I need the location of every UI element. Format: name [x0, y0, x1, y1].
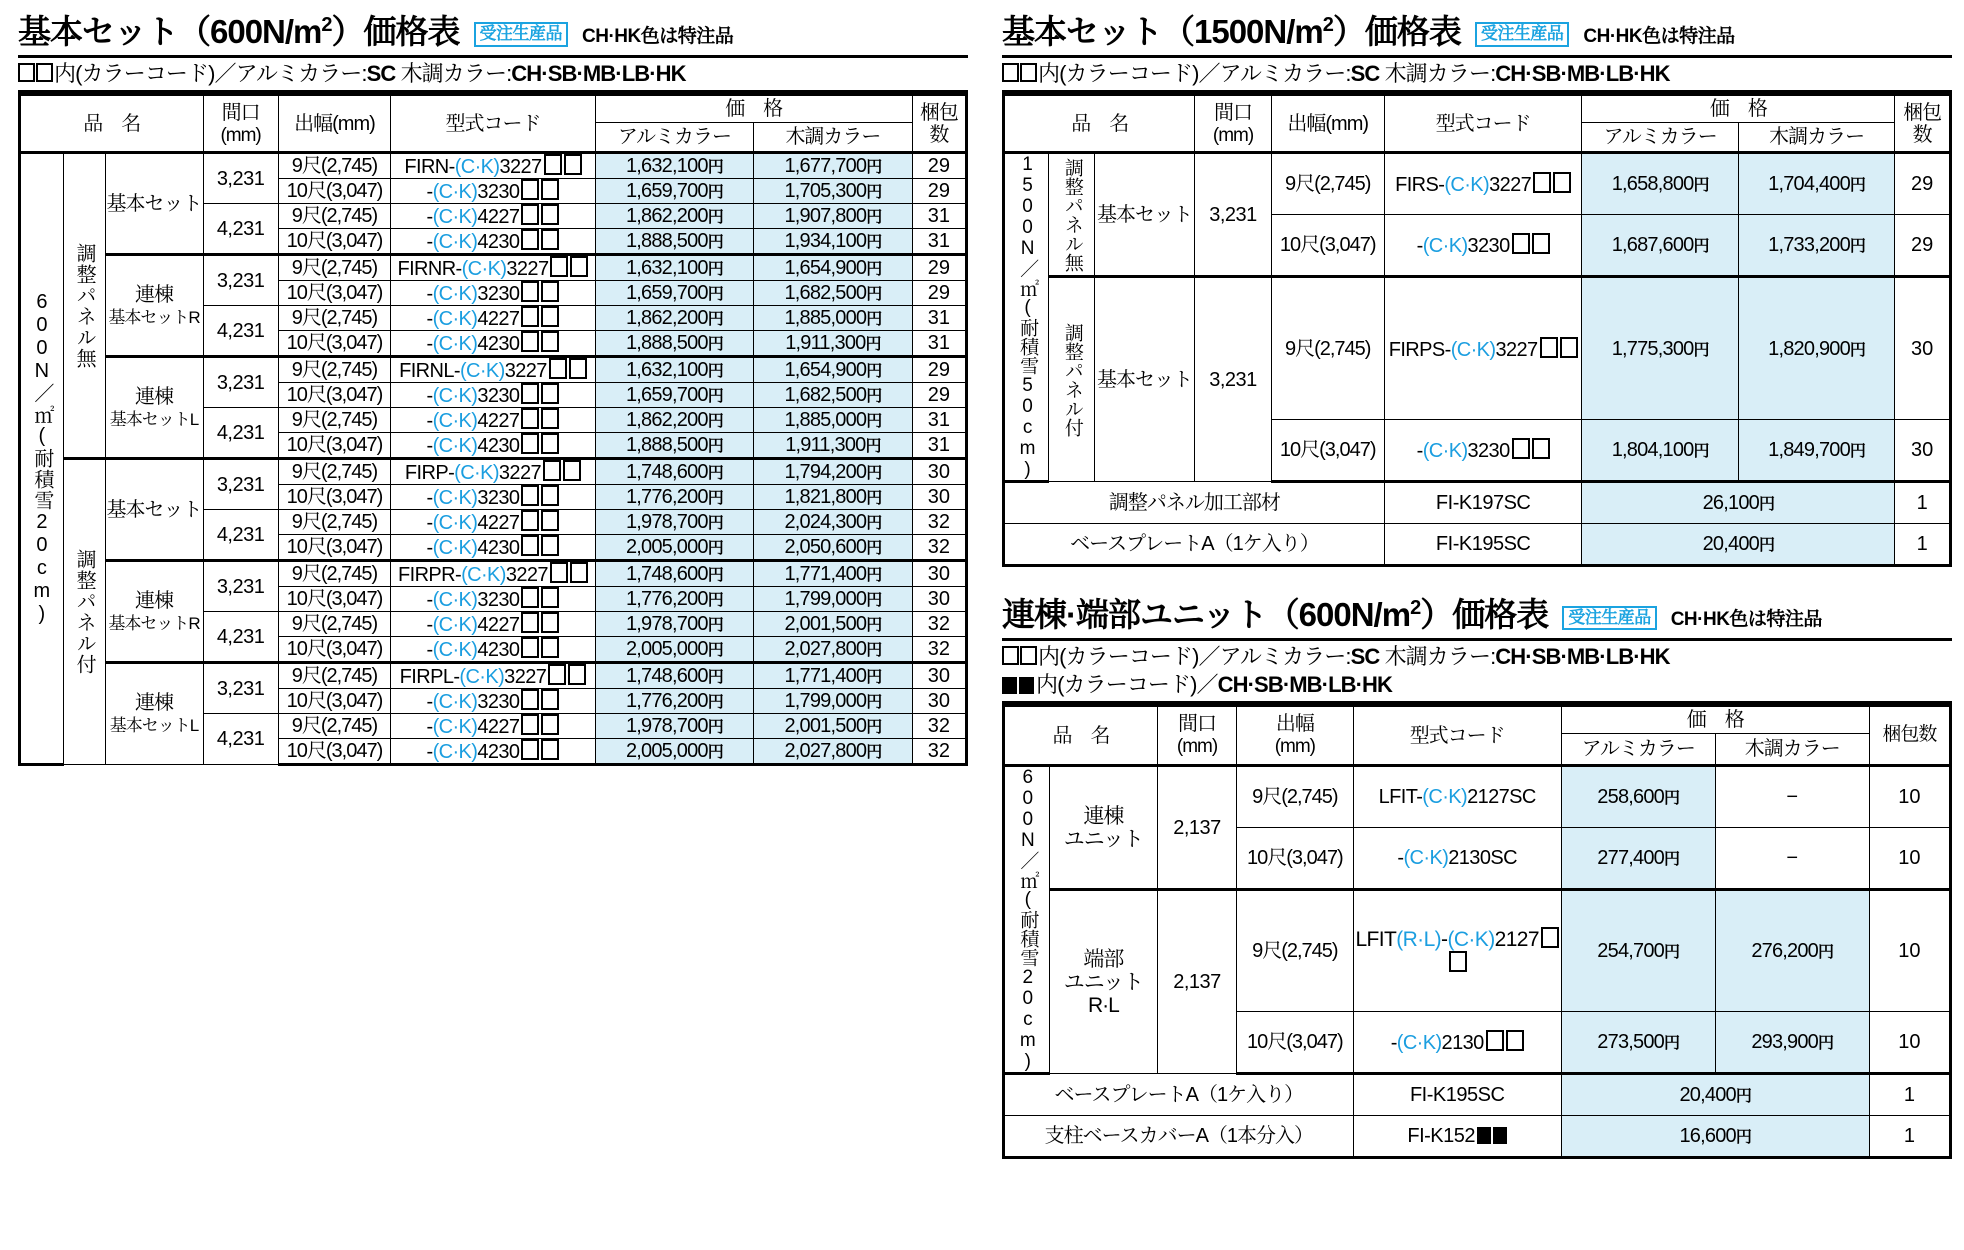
package-count-cell: 32 — [912, 637, 966, 663]
model-code-cell: FIRS-(C·K)3227 — [1384, 153, 1582, 215]
package-count-cell: 10 — [1869, 828, 1950, 890]
model-code-cell: -(C·K)2130SC — [1353, 828, 1561, 890]
table-basic1500 — [1002, 93, 1952, 567]
price-alumi-cell: 1,659,700円 — [595, 281, 754, 306]
panel-label-with-adjust: 調整パネル付 — [1049, 277, 1094, 482]
model-code-cell: -(C·K)3230 — [1384, 215, 1582, 277]
block-name-basic-set: 基本セット — [1094, 153, 1195, 277]
model-code-cell: LFIT(R·L)-(C·K)2127 — [1353, 890, 1561, 1012]
table-row — [20, 663, 967, 689]
dewidth-value: 10尺(3,047) — [1237, 828, 1354, 890]
table-row — [20, 357, 967, 383]
price-alumi-cell: 1,888,500円 — [595, 433, 754, 459]
header-product-name: 品 名 — [20, 95, 204, 153]
dewidth-value: 10尺(3,047) — [278, 383, 391, 408]
package-count-cell: 30 — [912, 561, 966, 587]
model-code-cell: -(C·K)4230 — [391, 331, 595, 357]
header-package-count: 梱包 数 — [1895, 95, 1951, 153]
maguchi-value: 4,231 — [203, 408, 278, 459]
package-count-cell: 29 — [912, 153, 966, 179]
price-alumi-cell: 1,888,500円 — [595, 331, 754, 357]
dewidth-value: 10尺(3,047) — [278, 179, 391, 204]
dewidth-value: 9尺(2,745) — [278, 357, 391, 383]
package-count-cell: 29 — [912, 255, 966, 281]
accessory-price: 26,100円 — [1582, 482, 1895, 524]
block-name-basic-set: 基本セット — [105, 459, 203, 561]
header-price-alumi: アルミカラー — [1582, 123, 1738, 153]
model-code-cell: -(C·K)3230 — [1384, 420, 1582, 482]
page-title-unit600: 連棟·端部ユニット$(600N/m^2)$価格表 — [1002, 596, 1549, 634]
price-wood-cell: − — [1715, 766, 1869, 828]
panel-label-no-adjust: 調整パネル無 — [1049, 153, 1094, 277]
maguchi-value: 4,231 — [203, 306, 278, 357]
model-code-cell: FIRN-(C·K)3227 — [391, 153, 595, 179]
package-count-cell: 30 — [1895, 420, 1951, 482]
table-header-row-1 — [20, 95, 967, 123]
package-count-cell: 31 — [912, 306, 966, 331]
package-count-cell: 30 — [912, 459, 966, 485]
price-alumi-cell: 1,862,200円 — [595, 306, 754, 331]
dewidth-value: 10尺(3,047) — [278, 535, 391, 561]
page-title-basic600: 基本セット$(600N/m^2)$価格表 — [18, 13, 460, 50]
table-row — [20, 255, 967, 281]
accessory-price: 20,400円 — [1582, 524, 1895, 566]
header-price: 価 格 — [1582, 95, 1895, 123]
price-wood-cell: 1,682,500円 — [754, 281, 913, 306]
package-count-cell: 30 — [912, 663, 966, 689]
dewidth-value: 10尺(3,047) — [278, 281, 391, 306]
header-model-code: 型式コード — [391, 95, 595, 153]
block-name-basic-set: 基本セット — [105, 153, 203, 255]
price-alumi-cell: 1,659,700円 — [595, 179, 754, 204]
dewidth-value: 10尺(3,047) — [278, 433, 391, 459]
model-code-cell: -(C·K)4230 — [391, 433, 595, 459]
dewidth-value: 9尺(2,745) — [278, 306, 391, 331]
colorcode-line-1-600: 内(カラーコード)／アルミカラー:SC 木調カラー:CH·SB·MB·LB·HK — [18, 60, 968, 88]
accessory-name: ベースプレートA（1ケ入り） — [1004, 1074, 1354, 1116]
status-badge-made-to-order-1500: 受注生産品 — [1475, 22, 1570, 47]
model-code-cell: -(C·K)4230 — [391, 637, 595, 663]
block-name-tanbu-unit: 端部 ユニット R·L — [1049, 890, 1157, 1074]
price-alumi-cell: 1,632,100円 — [595, 255, 754, 281]
model-code-cell: FIRPS-(C·K)3227 — [1384, 277, 1582, 420]
table-row — [20, 561, 967, 587]
dewidth-value: 9尺(2,745) — [1271, 153, 1384, 215]
price-wood-cell: 2,001,500円 — [754, 612, 913, 637]
package-count-cell: 32 — [912, 535, 966, 561]
model-code-cell: -(C·K)4227 — [391, 714, 595, 739]
model-code-cell: -(C·K)3230 — [391, 689, 595, 714]
colorcode-legend-unit — [1002, 638, 1952, 704]
price-alumi-cell: 1,775,300円 — [1582, 277, 1738, 420]
header-price-wood: 木調カラー — [1715, 734, 1869, 766]
maguchi-value: 3,231 — [203, 153, 278, 204]
dewidth-value: 10尺(3,047) — [278, 689, 391, 714]
accessory-code: FI-K195SC — [1384, 524, 1582, 566]
header-model-code: 型式コード — [1353, 706, 1561, 766]
accessory-price: 20,400円 — [1561, 1074, 1869, 1116]
price-wood-cell: 1,911,300円 — [754, 433, 913, 459]
price-wood-cell: 2,024,300円 — [754, 510, 913, 535]
dewidth-value: 10尺(3,047) — [278, 229, 391, 255]
dewidth-value: 10尺(3,047) — [1271, 215, 1384, 277]
price-wood-cell: 1,677,700円 — [754, 153, 913, 179]
accessory-code: FI-K197SC — [1384, 482, 1582, 524]
model-code-cell: FIRNL-(C·K)3227 — [391, 357, 595, 383]
price-alumi-cell: 1,748,600円 — [595, 663, 754, 689]
model-code-cell: FIRNR-(C·K)3227 — [391, 255, 595, 281]
group-label-600n: 600N／㎡(耐積雪20cm) — [1004, 766, 1050, 1074]
model-code-cell: -(C·K)3230 — [391, 281, 595, 306]
price-alumi-cell: 1,658,800円 — [1582, 153, 1738, 215]
maguchi-value: 4,231 — [203, 510, 278, 561]
dewidth-value: 10尺(3,047) — [1237, 1012, 1354, 1074]
accessory-price: 16,600円 — [1561, 1116, 1869, 1158]
package-count-cell: 31 — [912, 331, 966, 357]
block-name-basic-set: 基本セット — [1094, 277, 1195, 482]
package-count-cell: 32 — [912, 612, 966, 637]
price-wood-cell: − — [1715, 828, 1869, 890]
model-code-cell: -(C·K)3230 — [391, 179, 595, 204]
table-row — [20, 459, 967, 485]
package-count-cell: 32 — [912, 714, 966, 739]
dewidth-value: 9尺(2,745) — [278, 204, 391, 229]
colorcode-line-1-1500: 内(カラーコード)／アルミカラー:SC 木調カラー:CH·SB·MB·LB·HK — [1002, 60, 1952, 88]
price-wood-cell: 276,200円 — [1715, 890, 1869, 1012]
price-alumi-cell: 2,005,000円 — [595, 535, 754, 561]
header-price: 価 格 — [595, 95, 912, 123]
section-spacer — [1002, 567, 1952, 597]
dewidth-value: 10尺(3,047) — [278, 485, 391, 510]
package-count-cell: 31 — [912, 204, 966, 229]
package-count-cell: 29 — [912, 357, 966, 383]
dewidth-value: 10尺(3,047) — [278, 331, 391, 357]
block-name-renmune-l: 連棟 基本セットL — [105, 357, 203, 459]
price-alumi-cell: 258,600円 — [1561, 766, 1715, 828]
price-wood-cell: 1,654,900円 — [754, 357, 913, 383]
maguchi-value: 3,231 — [203, 357, 278, 408]
accessory-code: FI-K152 — [1353, 1116, 1561, 1158]
table-basic600 — [18, 93, 968, 766]
maguchi-value: 4,231 — [203, 714, 278, 765]
maguchi-value: 2,137 — [1158, 890, 1237, 1074]
price-wood-cell: 2,027,800円 — [754, 637, 913, 663]
status-badge-made-to-order-unit: 受注生産品 — [1562, 606, 1657, 631]
group-label-600n: 600N／㎡(耐積雪20cm) — [20, 153, 64, 765]
package-count-cell: 10 — [1869, 1012, 1950, 1074]
price-wood-cell: 1,821,800円 — [754, 485, 913, 510]
price-wood-cell: 1,799,000円 — [754, 689, 913, 714]
dewidth-value: 9尺(2,745) — [1237, 890, 1354, 1012]
maguchi-value: 4,231 — [203, 204, 278, 255]
price-wood-cell: 1,799,000円 — [754, 587, 913, 612]
model-code-cell: FIRP-(C·K)3227 — [391, 459, 595, 485]
header-maguchi: 間口 (mm) — [1195, 95, 1271, 153]
accessory-package-count: 1 — [1869, 1116, 1950, 1158]
model-code-cell: -(C·K)3230 — [391, 485, 595, 510]
section-header-basic600 — [18, 14, 968, 51]
panel-label-no-adjust: 調整パネル無 — [63, 153, 105, 459]
dewidth-value: 9尺(2,745) — [278, 153, 391, 179]
price-wood-cell: 2,050,600円 — [754, 535, 913, 561]
price-alumi-cell: 1,776,200円 — [595, 587, 754, 612]
header-dewidth: 出幅(mm) — [278, 95, 391, 153]
header-package-count: 梱包 数 — [912, 95, 966, 153]
accessory-name: 支柱ベースカバーA（1本分入） — [1004, 1116, 1354, 1158]
package-count-cell: 29 — [1895, 153, 1951, 215]
header-product-name: 品 名 — [1004, 95, 1195, 153]
price-wood-cell: 1,820,900円 — [1738, 277, 1894, 420]
block-name-renmune-l: 連棟 基本セットL — [105, 663, 203, 765]
price-wood-cell: 1,911,300円 — [754, 331, 913, 357]
package-count-cell: 10 — [1869, 766, 1950, 828]
price-wood-cell: 1,907,800円 — [754, 204, 913, 229]
maguchi-value: 3,231 — [203, 459, 278, 510]
dewidth-value: 10尺(3,047) — [1271, 420, 1384, 482]
accessory-package-count: 1 — [1895, 482, 1951, 524]
price-alumi-cell: 1,776,200円 — [595, 689, 754, 714]
table-row — [1004, 766, 1951, 828]
colorcode-legend-600 — [18, 55, 968, 94]
maguchi-value: 4,231 — [203, 612, 278, 663]
dewidth-value: 9尺(2,745) — [278, 510, 391, 535]
price-alumi-cell: 273,500円 — [1561, 1012, 1715, 1074]
dewidth-value: 9尺(2,745) — [278, 612, 391, 637]
header-maguchi: 間口 (mm) — [203, 95, 278, 153]
package-count-cell: 31 — [912, 229, 966, 255]
price-alumi-cell: 1,978,700円 — [595, 510, 754, 535]
dewidth-value: 9尺(2,745) — [1271, 277, 1384, 420]
table-header-row-1 — [1004, 706, 1951, 734]
section-header-unit600 — [1002, 597, 1952, 634]
dewidth-value: 10尺(3,047) — [278, 739, 391, 765]
header-price-alumi: アルミカラー — [1561, 734, 1715, 766]
dewidth-value: 9尺(2,745) — [278, 663, 391, 689]
dewidth-value: 9尺(2,745) — [278, 714, 391, 739]
group-label-1500n: 1500N／㎡(耐積雪50cm) — [1004, 153, 1049, 482]
price-wood-cell: 1,849,700円 — [1738, 420, 1894, 482]
status-badge-made-to-order-600: 受注生産品 — [474, 22, 569, 47]
page-title-basic1500: 基本セット$(1500N/m^2)$価格表 — [1002, 13, 1461, 50]
model-code-cell: -(C·K)4230 — [391, 535, 595, 561]
header-model-code: 型式コード — [1384, 95, 1582, 153]
model-code-cell: -(C·K)2130 — [1353, 1012, 1561, 1074]
model-code-cell: -(C·K)4227 — [391, 510, 595, 535]
price-alumi-cell: 1,748,600円 — [595, 561, 754, 587]
dewidth-value: 9尺(2,745) — [278, 561, 391, 587]
price-wood-cell: 1,934,100円 — [754, 229, 913, 255]
model-code-cell: FIRPR-(C·K)3227 — [391, 561, 595, 587]
model-code-cell: -(C·K)4227 — [391, 408, 595, 433]
table-row-accessory — [1004, 482, 1951, 524]
package-count-cell: 30 — [912, 587, 966, 612]
price-alumi-cell: 2,005,000円 — [595, 637, 754, 663]
dewidth-value: 9尺(2,745) — [278, 255, 391, 281]
package-count-cell: 31 — [912, 408, 966, 433]
model-code-cell: -(C·K)4230 — [391, 229, 595, 255]
maguchi-value: 2,137 — [1158, 766, 1237, 890]
note-special-order-600: CH·HK色は特注品 — [582, 25, 734, 47]
table-row-accessory — [1004, 1116, 1951, 1158]
model-code-cell: -(C·K)3230 — [391, 383, 595, 408]
block-name-renmune-unit: 連棟 ユニット — [1049, 766, 1157, 890]
header-maguchi: 間口 (mm) — [1158, 706, 1237, 766]
table-unit600 — [1002, 704, 1952, 1159]
two-column-layout — [18, 14, 1946, 1159]
accessory-package-count: 1 — [1895, 524, 1951, 566]
price-alumi-cell: 1,888,500円 — [595, 229, 754, 255]
price-alumi-cell: 1,862,200円 — [595, 408, 754, 433]
model-code-cell: LFIT-(C·K)2127SC — [1353, 766, 1561, 828]
price-wood-cell: 1,682,500円 — [754, 383, 913, 408]
header-dewidth: 出幅(mm) — [1271, 95, 1384, 153]
header-package-count: 梱包数 — [1869, 706, 1950, 766]
model-code-cell: -(C·K)4227 — [391, 612, 595, 637]
package-count-cell: 29 — [912, 179, 966, 204]
column-right — [1002, 14, 1952, 1159]
dewidth-value: 9尺(2,745) — [1237, 766, 1354, 828]
dewidth-value: 9尺(2,745) — [278, 408, 391, 433]
note-special-order-1500: CH·HK色は特注品 — [1583, 25, 1735, 47]
price-alumi-cell: 1,776,200円 — [595, 485, 754, 510]
header-price: 価 格 — [1561, 706, 1869, 734]
maguchi-value: 3,231 — [203, 663, 278, 714]
header-price-wood: 木調カラー — [754, 123, 913, 153]
model-code-cell: -(C·K)4227 — [391, 204, 595, 229]
accessory-name: ベースプレートA（1ケ入り） — [1004, 524, 1385, 566]
price-wood-cell: 1,733,200円 — [1738, 215, 1894, 277]
price-alumi-cell: 1,978,700円 — [595, 714, 754, 739]
column-left — [18, 14, 968, 766]
price-alumi-cell: 1,632,100円 — [595, 357, 754, 383]
model-code-cell: -(C·K)4230 — [391, 739, 595, 765]
price-alumi-cell: 1,687,600円 — [1582, 215, 1738, 277]
header-price-alumi: アルミカラー — [595, 123, 754, 153]
package-count-cell: 31 — [912, 433, 966, 459]
panel-label-with-adjust: 調整パネル付 — [63, 459, 105, 765]
table-row — [1004, 277, 1951, 420]
table-header-row-1 — [1004, 95, 1951, 123]
price-wood-cell: 2,027,800円 — [754, 739, 913, 765]
price-alumi-cell: 254,700円 — [1561, 890, 1715, 1012]
price-alumi-cell: 1,632,100円 — [595, 153, 754, 179]
header-product-name: 品 名 — [1004, 706, 1158, 766]
table-row-accessory — [1004, 1074, 1951, 1116]
model-code-cell: -(C·K)3230 — [391, 587, 595, 612]
maguchi-value: 3,231 — [1195, 153, 1271, 277]
section-header-basic1500 — [1002, 14, 1952, 51]
note-special-order-unit: CH·HK色は特注品 — [1670, 609, 1822, 631]
package-count-cell: 30 — [1895, 277, 1951, 420]
price-alumi-cell: 1,659,700円 — [595, 383, 754, 408]
price-wood-cell: 1,654,900円 — [754, 255, 913, 281]
package-count-cell: 29 — [912, 383, 966, 408]
price-wood-cell: 1,704,400円 — [1738, 153, 1894, 215]
package-count-cell: 29 — [1895, 215, 1951, 277]
model-code-cell: FIRPL-(C·K)3227 — [391, 663, 595, 689]
table-row — [1004, 153, 1951, 215]
price-alumi-cell: 1,978,700円 — [595, 612, 754, 637]
price-wood-cell: 1,771,400円 — [754, 561, 913, 587]
package-count-cell: 32 — [912, 510, 966, 535]
package-count-cell: 29 — [912, 281, 966, 306]
price-wood-cell: 1,885,000円 — [754, 306, 913, 331]
dewidth-value: 10尺(3,047) — [278, 587, 391, 612]
block-name-renmune-r: 連棟 基本セットR — [105, 561, 203, 663]
price-alumi-cell: 1,862,200円 — [595, 204, 754, 229]
table-row-accessory — [1004, 524, 1951, 566]
dewidth-value: 10尺(3,047) — [278, 637, 391, 663]
table-row — [20, 153, 967, 179]
dewidth-value: 9尺(2,745) — [278, 459, 391, 485]
price-wood-cell: 1,771,400円 — [754, 663, 913, 689]
header-dewidth: 出幅 (mm) — [1237, 706, 1354, 766]
price-alumi-cell: 277,400円 — [1561, 828, 1715, 890]
price-wood-cell: 1,705,300円 — [754, 179, 913, 204]
price-wood-cell: 2,001,500円 — [754, 714, 913, 739]
maguchi-value: 3,231 — [1195, 277, 1271, 482]
package-count-cell: 30 — [912, 485, 966, 510]
block-name-renmune-r: 連棟 基本セットR — [105, 255, 203, 357]
price-alumi-cell: 2,005,000円 — [595, 739, 754, 765]
package-count-cell: 10 — [1869, 890, 1950, 1012]
price-alumi-cell: 1,748,600円 — [595, 459, 754, 485]
price-wood-cell: 1,885,000円 — [754, 408, 913, 433]
price-wood-cell: 1,794,200円 — [754, 459, 913, 485]
maguchi-value: 3,231 — [203, 561, 278, 612]
package-count-cell: 32 — [912, 739, 966, 765]
accessory-code: FI-K195SC — [1353, 1074, 1561, 1116]
accessory-name: 調整パネル加工部材 — [1004, 482, 1385, 524]
package-count-cell: 30 — [912, 689, 966, 714]
colorcode-line-2-unit: 内(カラーコード)／CH·SB·MB·LB·HK — [1002, 671, 1952, 699]
colorcode-legend-1500 — [1002, 55, 1952, 94]
maguchi-value: 3,231 — [203, 255, 278, 306]
header-price-wood: 木調カラー — [1738, 123, 1894, 153]
colorcode-line-1-unit: 内(カラーコード)／アルミカラー:SC 木調カラー:CH·SB·MB·LB·HK — [1002, 643, 1952, 671]
table-row — [1004, 890, 1951, 1012]
price-alumi-cell: 1,804,100円 — [1582, 420, 1738, 482]
accessory-package-count: 1 — [1869, 1074, 1950, 1116]
model-code-cell: -(C·K)4227 — [391, 306, 595, 331]
price-wood-cell: 293,900円 — [1715, 1012, 1869, 1074]
